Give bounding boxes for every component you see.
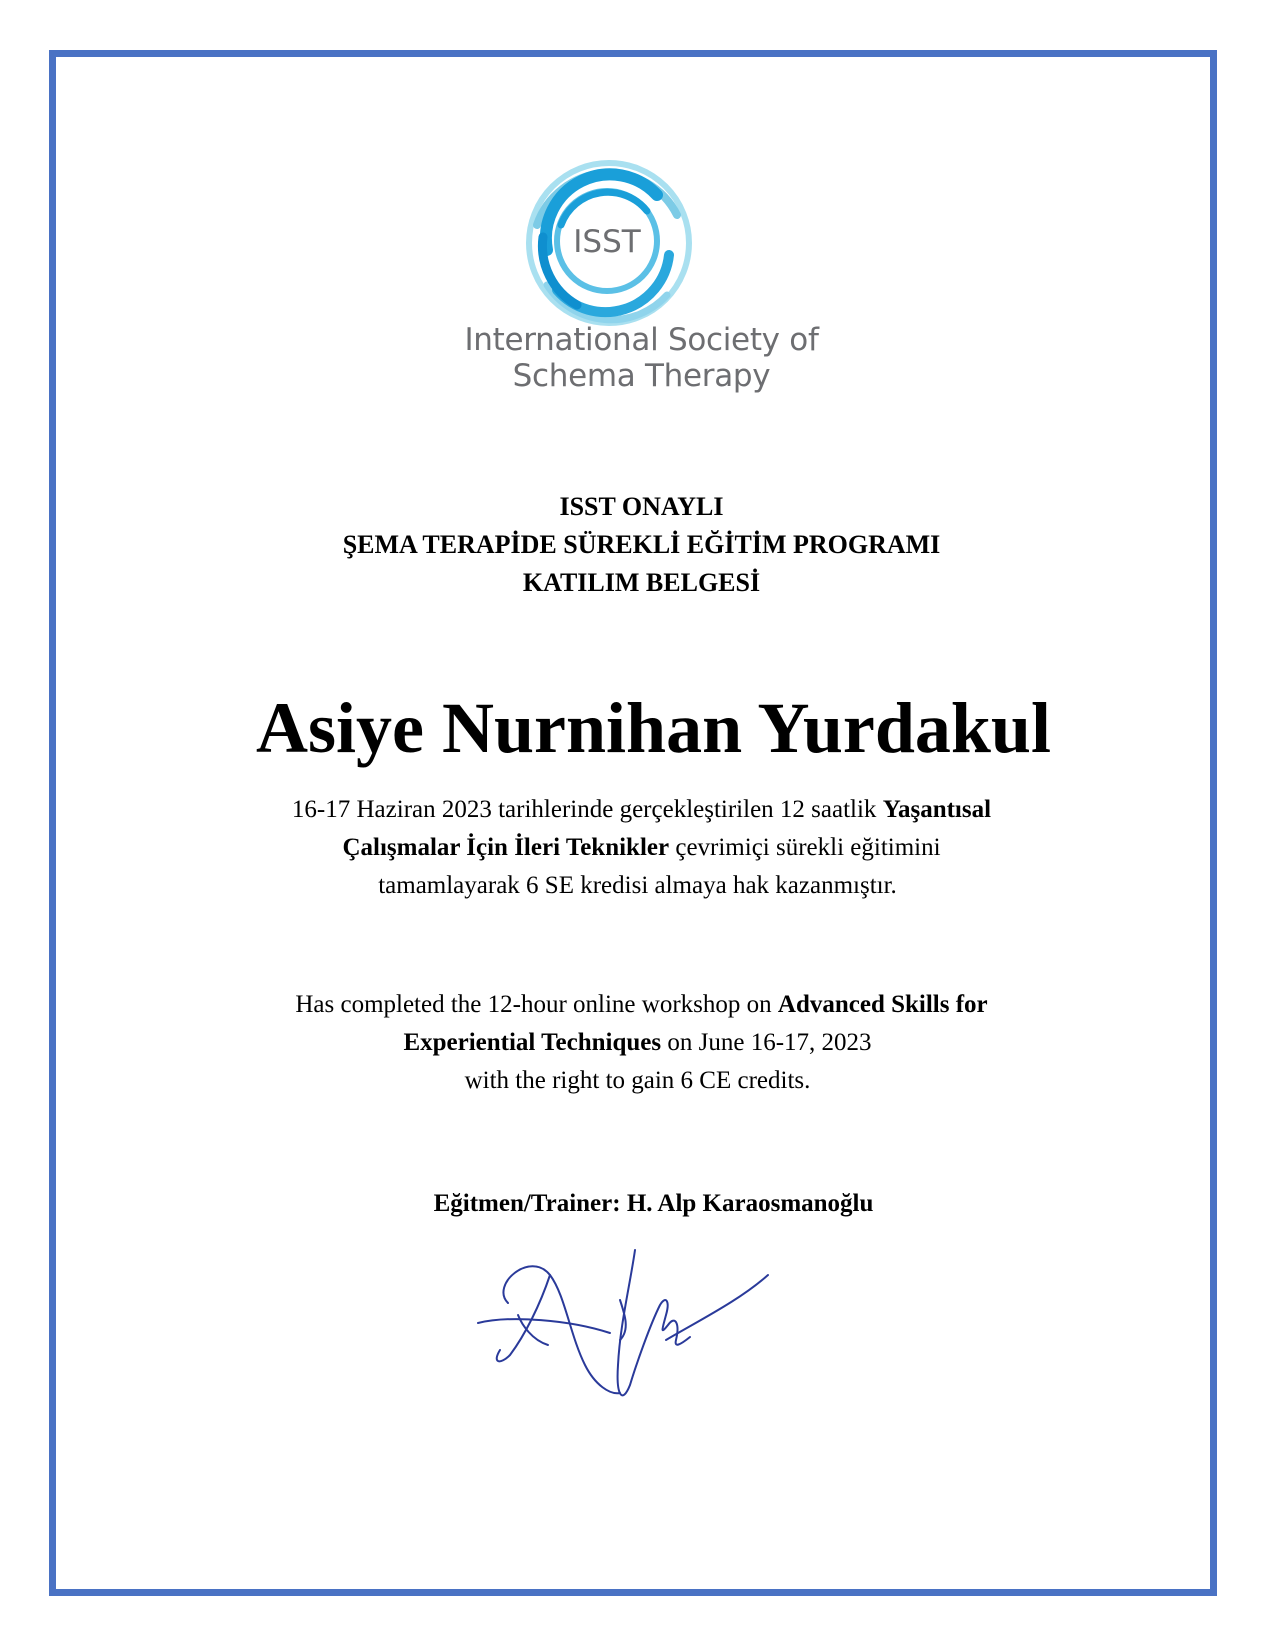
english-text-line1 xyxy=(0,986,1275,1024)
english-line1-prefix: Has completed the 12-hour online workshop on xyxy=(295,991,778,1018)
certificate-heading-line1: ISST ONAYLI xyxy=(559,492,724,521)
english-text-line2 xyxy=(0,1024,1275,1062)
certificate-heading-line2: ŞEMA TERAPİDE SÜREKLİ EĞİTİM PROGRAMI xyxy=(342,530,941,559)
english-text-line3: with the right to gain 6 CE credits. xyxy=(464,1067,811,1094)
english-line1-bold: Advanced Skills for xyxy=(777,991,988,1018)
logo-mark-text: ISST xyxy=(573,224,641,260)
certificate-heading-line3: KATILIM BELGESİ xyxy=(522,568,761,597)
isst-logo-icon xyxy=(517,155,697,331)
turkish-text-line2 xyxy=(0,829,1275,867)
turkish-line2-bold: Çalışmalar İçin İleri Teknikler xyxy=(342,834,670,861)
turkish-line2-suffix: çevrimiçi sürekli eğitimini xyxy=(669,834,941,861)
trainer-name: Eğitmen/Trainer: H. Alp Karaosmanoğlu xyxy=(433,1190,874,1217)
turkish-line1-prefix: 16-17 Haziran 2023 tarihlerinde gerçekleştirilen 12 saatlik xyxy=(291,796,883,823)
english-line2-suffix: on June 16-17, 2023 xyxy=(661,1029,872,1056)
turkish-text-line3: tamamlayarak 6 SE kredisi almaya hak kazanmıştır. xyxy=(378,872,897,899)
signature-icon xyxy=(470,1245,790,1415)
english-line2-bold: Experiential Techniques xyxy=(403,1029,662,1056)
turkish-line1-bold: Yaşantısal xyxy=(882,796,992,823)
turkish-text-line1 xyxy=(0,791,1275,829)
organization-name-line1: International Society of xyxy=(464,322,819,358)
recipient-name: Asiye Nurnihan Yurdakul xyxy=(256,688,1051,768)
organization-name-line2: Schema Therapy xyxy=(512,358,771,394)
